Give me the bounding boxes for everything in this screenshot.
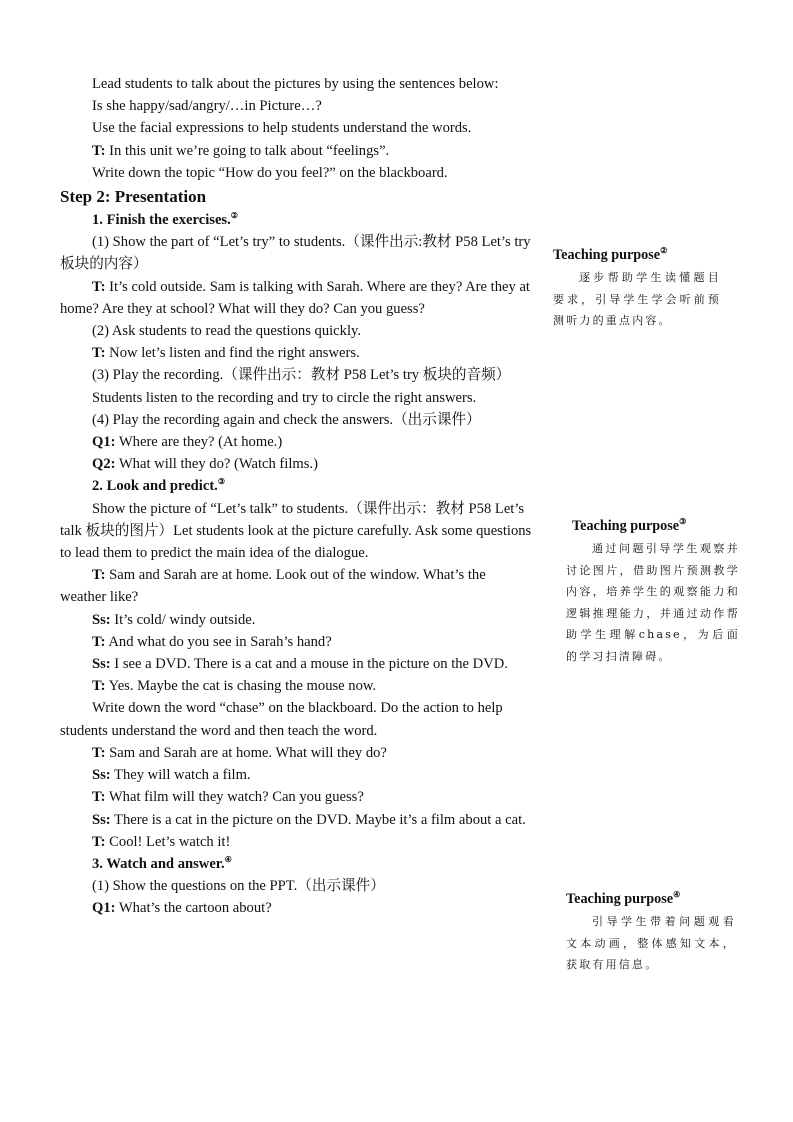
paragraph: Write down the word “chase” on the blackboard. Do the action to help students understand the word and then teach the word. <box>60 700 503 739</box>
question-line <box>60 897 532 919</box>
dialogue-text: I see a DVD. There is a cat and a mouse in the picture on the DVD. <box>110 656 508 673</box>
dialogue-line <box>60 653 532 675</box>
speaker-label: Ss: <box>92 611 111 628</box>
speaker-label: T: <box>92 744 106 761</box>
speaker-label: Ss: <box>92 811 111 828</box>
dialogue-line <box>60 764 532 786</box>
footnote-marker: ② <box>660 246 668 255</box>
note-title <box>553 245 721 265</box>
dialogue-text: Now let’s listen and find the right answers. <box>105 345 360 362</box>
dialogue-text: In this unit we’re going to talk about “feelings”. <box>105 142 390 159</box>
paragraph: Use the facial expressions to help students understand the words. <box>92 120 472 137</box>
dialogue-line <box>60 631 532 653</box>
dialogue-text: It’s cold/ windy outside. <box>110 611 256 628</box>
subsection-heading <box>60 475 532 497</box>
dialogue-text: There is a cat in the picture on the DVD. Maybe it’s a film about a cat. <box>110 811 526 828</box>
dialogue-text: What film will they watch? Can you guess? <box>105 789 364 806</box>
speaker-label: T: <box>92 567 106 584</box>
dialogue-text: Yes. Maybe the cat is chasing the mouse now. <box>105 678 377 695</box>
paragraph: Write down the topic “How do you feel?” on the blackboard. <box>92 164 448 181</box>
note-title <box>572 516 740 536</box>
step-heading: Step 2: Presentation <box>60 187 207 207</box>
dialogue-text: It’s cold outside. Sam is talking with Sarah. Where are they? Are they at home? Are they at school? What will they do? Can you guess? <box>60 278 530 317</box>
note-title-text: Teaching purpose <box>553 247 661 263</box>
question-label: Q1: <box>92 434 116 451</box>
footnote-marker: ③ <box>217 477 226 487</box>
footnote-marker: ③ <box>679 517 687 526</box>
subsection-heading <box>60 209 532 231</box>
lesson-plan-body <box>60 73 532 920</box>
dialogue-line <box>60 140 532 162</box>
note-text: 引导学生带着问题观看文本动画，整体感知文本，获取有用信息。 <box>566 915 736 971</box>
dialogue-text: And what do you see in Sarah’s hand? <box>105 633 332 650</box>
dialogue-line <box>60 786 532 808</box>
paragraph: (4) Play the recording again and check the answers.（出示课件） <box>92 411 481 428</box>
paragraph: (3) Play the recording.（课件出示：教材 P58 Let’s try 板块的音频） <box>92 367 511 384</box>
dialogue-text: Sam and Sarah are at home. What will they do? <box>105 744 387 761</box>
paragraph: (2) Ask students to read the questions quickly. <box>92 323 362 340</box>
note-title-text: Teaching purpose <box>572 518 680 534</box>
speaker-label: T: <box>92 345 106 362</box>
question-line <box>60 453 532 475</box>
dialogue-line <box>60 609 532 631</box>
dialogue-text: Cool! Let’s watch it! <box>105 833 231 850</box>
subsection-heading <box>60 853 532 875</box>
question-text: What’s the cartoon about? <box>115 900 272 917</box>
paragraph: (1) Show the part of “Let’s try” to students.（课件出示:教材 P58 Let’s try 板块的内容） <box>60 234 531 273</box>
teaching-purpose-note-2 <box>553 245 721 332</box>
dialogue-line <box>60 564 532 608</box>
dialogue-text: Sam and Sarah are at home. Look out of the window. What’s the weather like? <box>60 567 486 606</box>
question-text: Where are they? (At home.) <box>115 434 283 451</box>
footnote-marker: ② <box>230 211 238 221</box>
note-text: 逐步帮助学生读懂题目要求，引导学生学会听前预测听力的重点内容。 <box>553 271 721 327</box>
question-text: What will they do? (Watch films.) <box>115 456 318 473</box>
dialogue-text: They will watch a film. <box>110 767 251 784</box>
footnote-marker: ④ <box>224 854 232 864</box>
dialogue-line <box>60 276 532 320</box>
dialogue-line <box>60 342 532 364</box>
speaker-label: T: <box>92 678 106 695</box>
speaker-label: T: <box>92 833 106 850</box>
paragraph: Lead students to talk about the pictures by using the sentences below: <box>92 76 499 92</box>
speaker-label: T: <box>92 789 106 806</box>
teaching-purpose-note-3 <box>566 516 740 667</box>
dialogue-line <box>60 809 532 831</box>
subsection-title: 2. Look and predict. <box>92 478 218 495</box>
dialogue-line <box>60 831 532 853</box>
speaker-label: T: <box>92 278 106 295</box>
paragraph: Students listen to the recording and try to circle the right answers. <box>92 389 477 406</box>
dialogue-line <box>60 675 532 697</box>
subsection-title: 3. Watch and answer. <box>92 855 225 872</box>
subsection-title: 1. Finish the exercises. <box>92 212 231 229</box>
paragraph: Show the picture of “Let’s talk” to students.（课件出示：教材 P58 Let’s talk 板块的图片）Let students look at the picture carefully. Ask some questions to lead them to predict the main idea of the dialogue. <box>60 500 532 562</box>
speaker-label: Ss: <box>92 767 111 784</box>
footnote-marker: ④ <box>673 890 681 899</box>
speaker-label: T: <box>92 142 106 159</box>
teaching-purpose-note-4 <box>566 889 736 976</box>
paragraph: (1) Show the questions on the PPT.（出示课件） <box>92 878 385 895</box>
note-text: 通过问题引导学生观察并讨论图片，借助图片预测教学内容，培养学生的观察能力和逻辑推理能力，并通过动作帮助学生理解chase，为后面的学习扫清障碍。 <box>566 542 740 663</box>
question-label: Q2: <box>92 456 116 473</box>
speaker-label: Ss: <box>92 656 111 673</box>
paragraph: Is she happy/sad/angry/…in Picture…? <box>92 98 322 115</box>
question-label: Q1: <box>92 900 116 917</box>
dialogue-line <box>60 742 532 764</box>
note-title <box>566 889 736 909</box>
speaker-label: T: <box>92 633 106 650</box>
question-line <box>60 431 532 453</box>
note-title-text: Teaching purpose <box>566 891 674 907</box>
